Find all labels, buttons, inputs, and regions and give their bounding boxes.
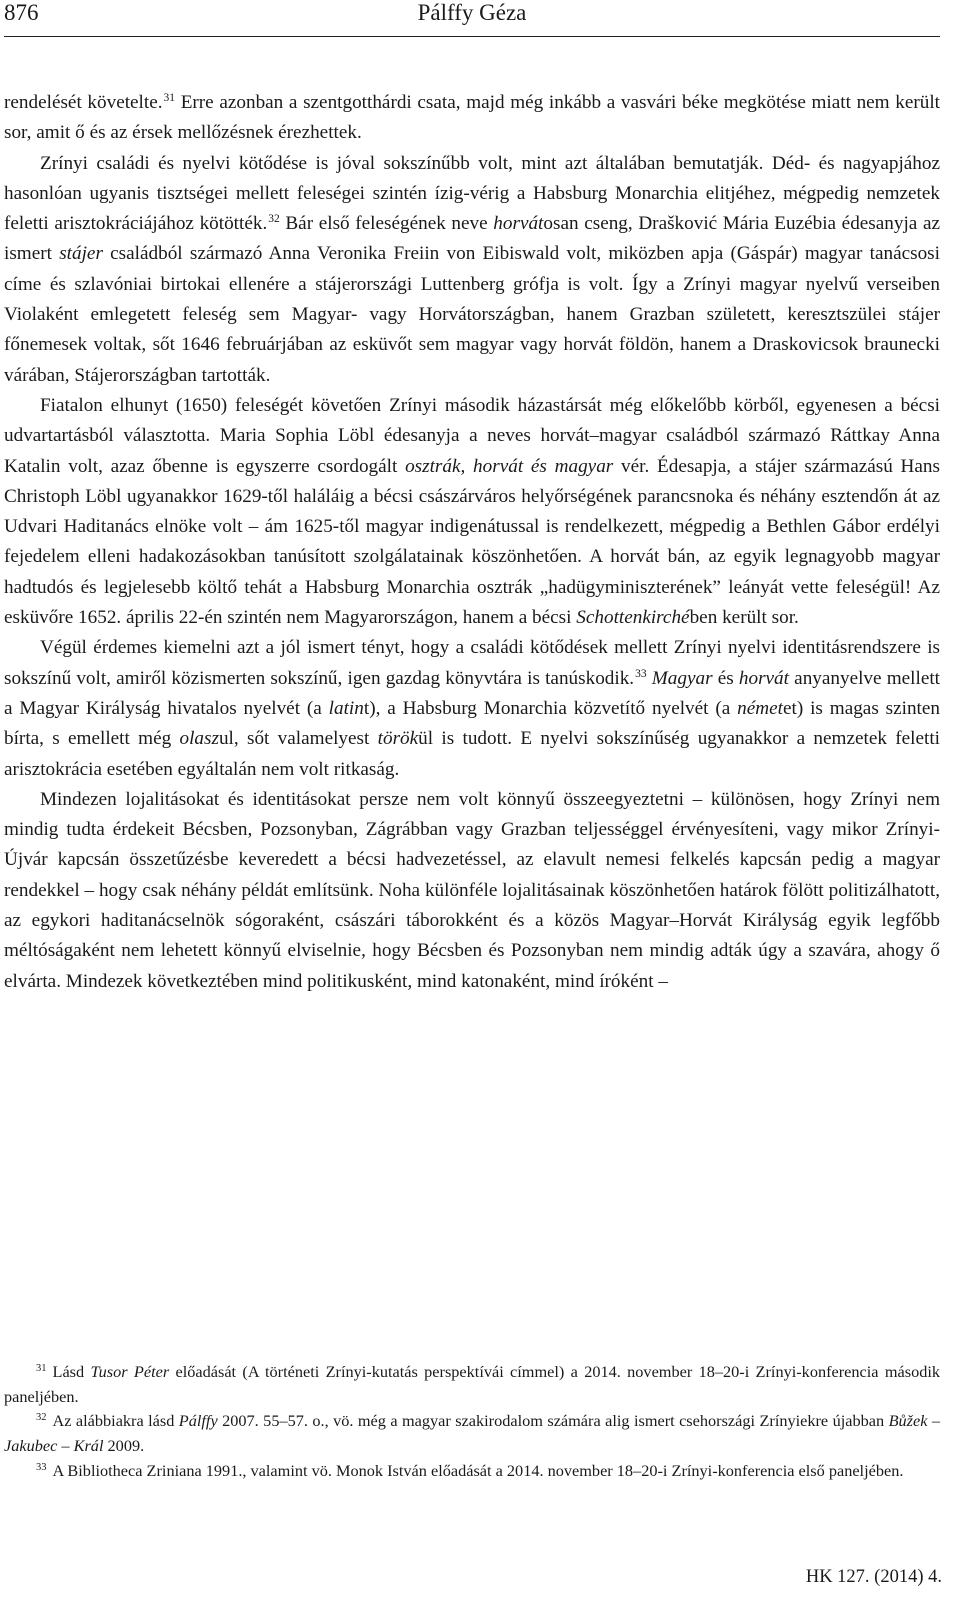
italic-term: horvát (493, 213, 544, 235)
running-author: Pálffy Géza (417, 0, 527, 25)
footnote-ref[interactable]: 32 (268, 213, 280, 226)
paragraph: Fiatalon elhunyt (1650) feleségét követően Zrínyi második házastársát még előkelőbb körből, egyenesen a bécsi udvartartásból választotta. Maria Sophia Löbl édesanyja a neves horvát–magyar családból származó Ráttkay Anna Katalin volt, azaz őbenne is egyszerre csordogált osztrák, horvát és magyar vér. Édesapja, a stájer származású Hans Christoph Löbl ugyanakkor 1629-től haláláig a bécsi császárváros helyőrségének parancsnoka és néhány esztendőn át az Udvari Haditanács elnöke volt – ám 1625-től magyar indigenátussal is rendelkezett, mégpedig a Bethlen Gábor erdélyi fejedelem elleni hadakozásokban tanúsított szolgálatainak köszönhetően. A horvát bán, az egyik legnagyobb magyar hadtudós és legjelesebb költő tehát a Habsburg Monarchia osztrák „hadügyminiszterének” leányát vette feleségül! Az esküvőre 1652. április 22-én szintén nem Magyarországon, hanem a bécsi Schottenkirchében került sor. (4, 394, 940, 629)
italic-term: horvát (738, 667, 789, 689)
footnote: $^{32}$ Az alábbiakra lásd Pálffy 2007. 55–57. o., vö. még a magyar szakirodalom számára alig ismert csehországi Zrínyiekre újabban Bůžek – Jakubec – Král 2009. (4, 1411, 941, 1456)
italic-term: olasz (179, 728, 219, 750)
italic-term: Schottenkirché (576, 607, 690, 629)
footnote-ref[interactable]: 33 (635, 667, 647, 680)
body-text (4, 88, 940, 997)
paragraph: Végül érdemes kiemelni azt a jól ismert tényt, hogy a családi kötődések mellett Zrínyi nyelvi identitásrendszere is sokszínű volt, amiről közismerten sokszínű, igen gazdag könyvtára is tanúskodik.$^{33}$ Magyar és horvát anyanyelve mellett a Magyar Királyság hivatalos nyelvét (a latint), a Habsburg Monarchia közvetítő nyelvét (a németet) is magas szinten bírta, s emellett még olaszul, sőt valamelyest törökül is tudott. E nyelvi sokszínűség ugyanakkor a nemzetek feletti arisztokrácia esetében egyáltalán nem volt ritkaság. (4, 637, 941, 780)
italic-term: latin (328, 697, 364, 719)
italic-term: török (377, 728, 419, 750)
italic-term: német (737, 697, 783, 719)
footnotes (4, 1360, 940, 1484)
running-header (4, 0, 940, 28)
footnote-number: 33 (36, 1461, 47, 1473)
footnote-number: 31 (36, 1363, 47, 1374)
paragraph: Zrínyi családi és nyelvi kötődése is jóval sokszínűbb volt, mint azt általában bemutatják. Déd- és nagyapjához hasonlóan ugyanis tisztségei mellett feleségei szintén ízig-vérig a Habsburg Monarchia elitjéhez, mégpedig nemzetek feletti arisztokráciájához kötötték.$^{32}$ Bár első feleségének neve horvátosan cseng, Drašković Mária Euzébia édesanyja az ismert stájer családból származó Anna Veronika Freiin von Eibiswald volt, miközben apja (Gáspár) magyar tanácsosi címe és szlavóniai birtokai ellenére a stájerországi Luttenberg grófja is volt. Így a Zrínyi magyar nyelvű verseiben Violaként emlegetett feleség sem Magyar- vagy Horvátországban, hanem Grazban született, keresztszülei stájer főnemesek voltak, sőt 1646 februárjában az esküvőt sem magyar vagy horvát földön, hanem a Draskovicsok braunecki várában, Stájerországban tartották. (4, 152, 940, 386)
italic-term: osztrák, horvát és magyar (405, 455, 614, 477)
footnote: $^{33}$ A Bibliotheca Zriniana 1991., valamint vö. Monok István előadását a 2014. november 18–20-i Zrínyi-konferencia első paneljében. (36, 1460, 904, 1480)
italic-term: Magyar (651, 667, 713, 689)
journal-citation: HK 127. (2014) 4. (805, 1567, 942, 1587)
footnote-ref[interactable]: 31 (163, 92, 176, 104)
footnote-number: 32 (36, 1412, 47, 1424)
paragraph: rendelését követelte.$^{31}$ Erre azonban a szentgotthárdi csata, majd még inkább a vasvári béke megkötése miatt nem került sor, amit ő és az érsek mellőzésnek érezhettek. (4, 92, 940, 144)
italic-term: Tusor Péter (90, 1362, 170, 1381)
footnote: $^{31}$ Lásd Tusor Péter előadását (A történeti Zrínyi-kutatás perspektívái címmel) a 2014. november 18–20-i Zrínyi-konferencia második paneljében. (4, 1362, 941, 1406)
italic-term: stájer (59, 243, 103, 265)
paragraph: Mindezen lojalitásokat és identitásokat persze nem volt könnyű összeegyeztetni – különösen, hogy Zrínyi nem mindig tudta érdekeit Bécsben, Pozsonyban, Zágrábban vagy Grazban teljességgel érvényesíteni, vagy mikor Zrínyi-Újvár kapcsán összetűzésbe keveredett a bécsi hadvezetéssel, az elavult nemesi felkelés kapcsán pedig a magyar rendekkel – hogy csak néhány példát említsünk. Noha különféle lojalitásainak köszönhetően határok fölött politizálhatott, az egykori haditanácselnök sógoraként, császári táborokként és a közös Magyar–Horvát Királyság egyik legfőbb méltóságaként nem lehetett könnyű elviselnie, hogy Bécsben és Pozsonyban nem mindig adták úgy a szavára, ahogy ő elvárta. Mindezek következtében mind politikusként, mind katonaként, mind íróként – (4, 788, 940, 992)
page-number: 876 (4, 0, 39, 25)
italic-term: Bůžek – Jakubec – Král (4, 1411, 941, 1456)
header-rule (4, 36, 940, 37)
italic-term: Pálffy (178, 1411, 218, 1431)
